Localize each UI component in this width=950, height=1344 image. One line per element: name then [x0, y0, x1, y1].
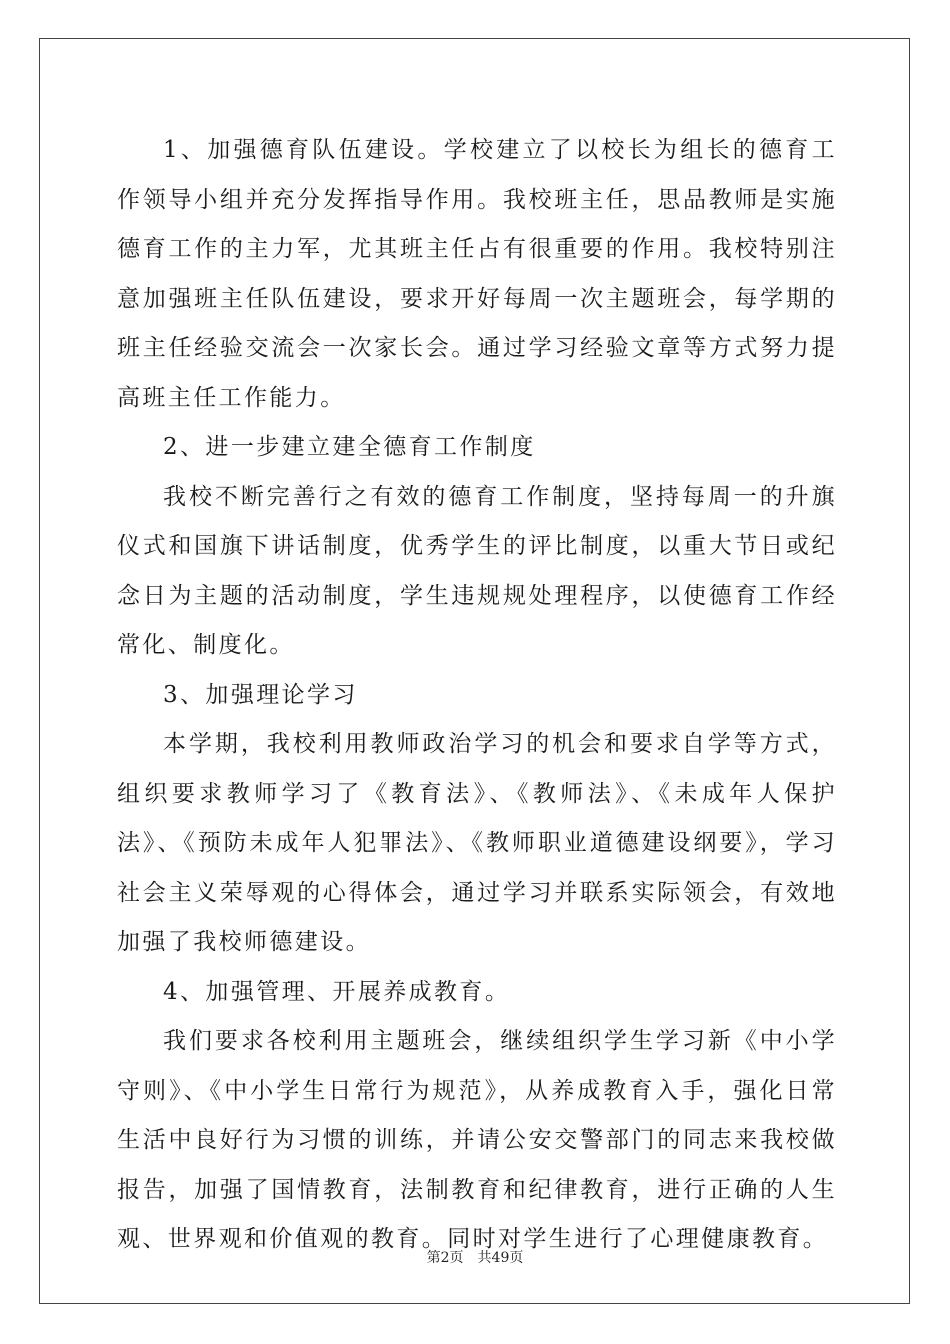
section-heading-4: 4、加强管理、开展养成教育。	[163, 978, 511, 1005]
section-heading-3: 3、加强理论学习	[163, 681, 358, 708]
paragraph-1: 1、加强德育队伍建设。学校建立了以校长为组长的德育工作领导小组并充分发挥指导作用。我校班主任，思品教师是实施德育工作的主力军，尤其班主任占有很重要的作用。我校特别注意加强班主任队伍建设，要求开好每周一次主题班会，每学期的班主任经验交流会一次家长会。通过学习经验文章等方式努力提高班主任工作能力。	[117, 137, 837, 411]
paragraph-2: 我校不断完善行之有效的德育工作制度，坚持每周一的升旗仪式和国旗下讲话制度，优秀学生的评比制度，以重大节日或纪念日为主题的活动制度，学生违规规处理程序，以使德育工作经常化、制度化。	[117, 483, 837, 658]
paragraph-4: 我们要求各校利用主题班会，继续组织学生学习新《中小学守则》、《中小学生日常行为规范》，从养成教育入手，强化日常生活中良好行为习惯的训练，并请公安交警部门的同志来我校做报告，加强了国情教育，法制教育和纪律教育，进行正确的人生观、世界观和价值观的教育。同时对学生进行了心理健康教育。	[117, 1028, 837, 1252]
document-body	[117, 126, 837, 1265]
paragraph-3: 本学期，我校利用教师政治学习的机会和要求自学等方式，组织要求教师学习了《教育法》、《教师法》、《未成年人保护法》、《预防未成年人犯罪法》、《教师职业道德建设纲要》，学习社会主义荣辱观的心得体会，通过学习并联系实际领会，有效地加强了我校师德建设。	[117, 731, 837, 955]
page-number: 第2页	[426, 1250, 464, 1266]
page-footer	[0, 1247, 950, 1267]
section-heading-2: 2、进一步建立建全德育工作制度	[163, 434, 536, 460]
page-total: 共49页	[477, 1250, 524, 1266]
